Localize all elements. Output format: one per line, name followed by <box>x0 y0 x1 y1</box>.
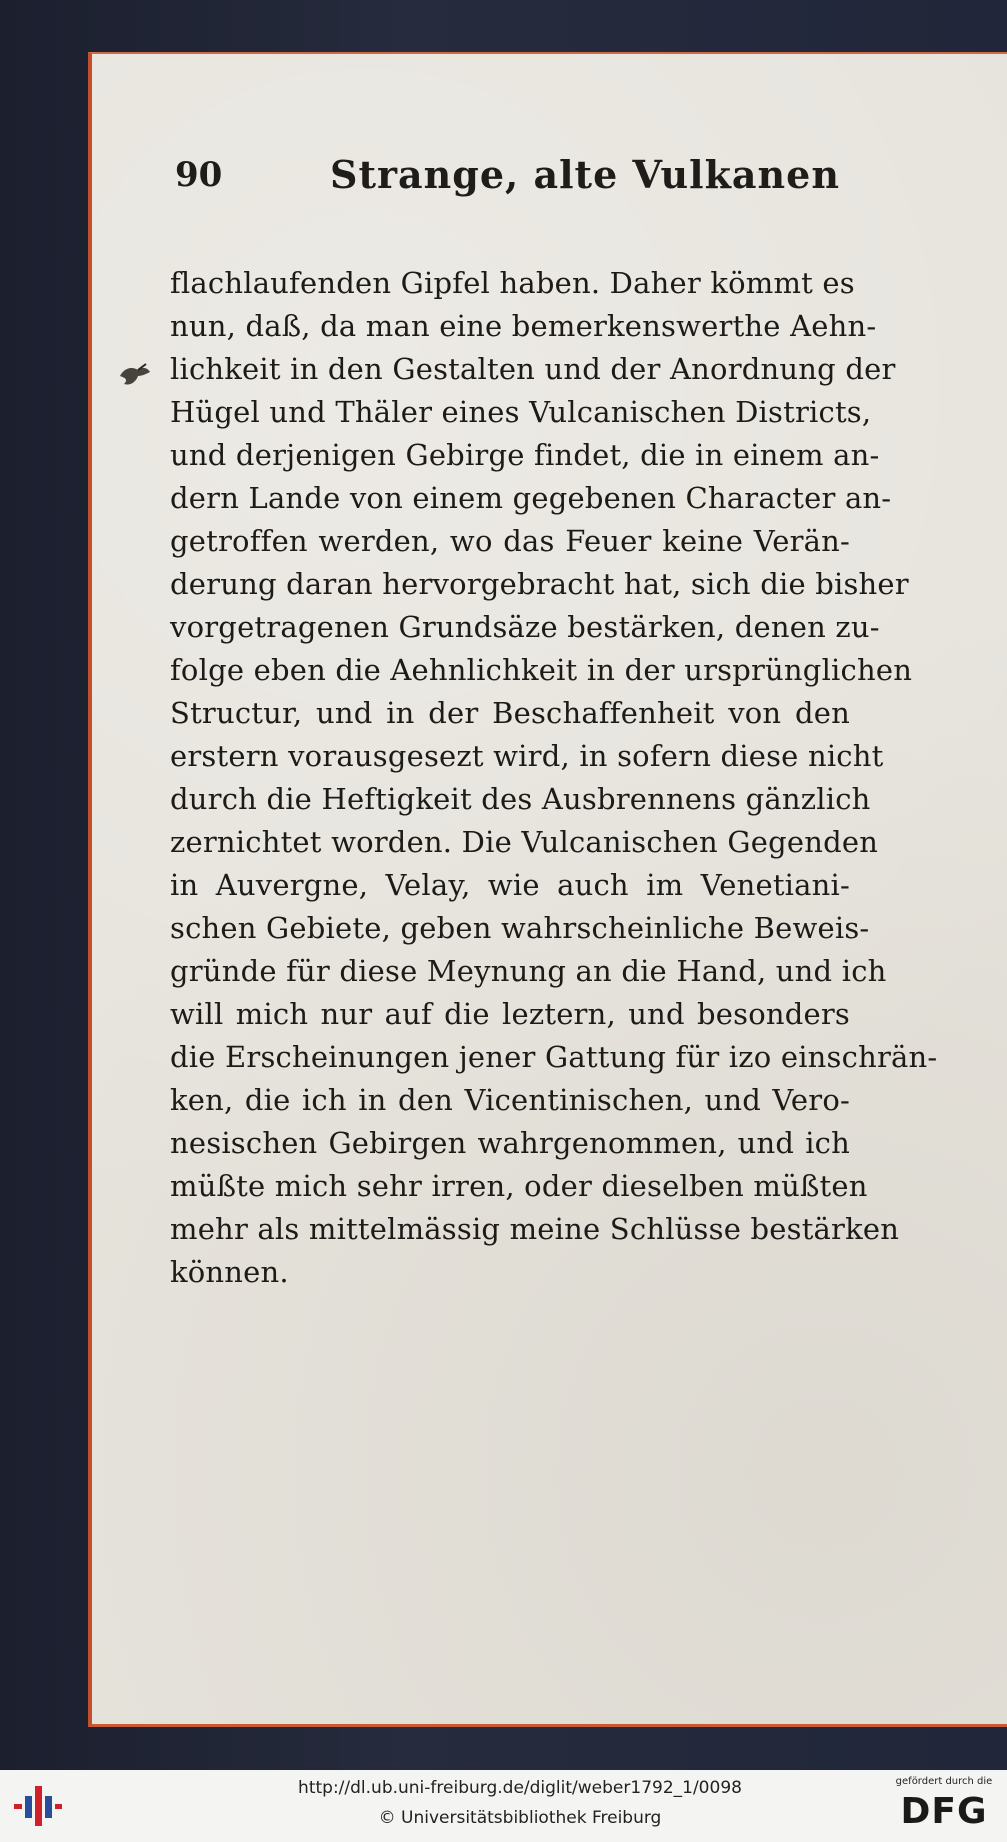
text-line: getroffen werden, wo das Feuer keine Verän- <box>170 524 850 558</box>
text-line: Structur, und in der Beschaffenheit von den <box>170 696 850 730</box>
text-line: durch die Heftigkeit des Ausbrennens gänzlich <box>170 782 871 816</box>
permalink-url[interactable]: http://dl.ub.uni-freiburg.de/diglit/weber1792_1/0098 <box>298 1778 742 1798</box>
text-line: vorgetragenen Grundsäze bestärken, denen zu- <box>170 610 880 644</box>
copyright-notice: © Universitätsbibliothek Freiburg <box>378 1808 662 1828</box>
text-line: nesischen Gebirgen wahrgenommen, und ich <box>170 1126 850 1160</box>
funding-caption: gefördert durch die <box>895 1776 993 1787</box>
text-line: folge eben die Aehnlichkeit in der ursprünglichen <box>170 653 913 687</box>
running-title: Strange, alte Vulkanen <box>330 152 840 197</box>
ink-blot-mark <box>118 362 152 388</box>
dfg-funding-block[interactable] <box>888 1776 1000 1836</box>
viewer-footer <box>0 1770 1007 1842</box>
ub-freiburg-logo-icon[interactable] <box>14 1784 62 1828</box>
dfg-logo: DFG <box>900 1791 988 1832</box>
text-line: Hügel und Thäler eines Vulcanischen Districts, <box>170 395 872 429</box>
text-line: in Auvergne, Velay, wie auch im Venetiani- <box>170 868 850 902</box>
text-line-last: können. <box>170 1255 289 1289</box>
text-line: will mich nur auf die leztern, und besonders <box>170 997 850 1031</box>
text-line: gründe für diese Meynung an die Hand, und ich <box>170 954 887 988</box>
text-line: zernichtet worden. Die Vulcanischen Gegenden <box>170 825 879 859</box>
page-header <box>175 145 840 205</box>
text-line: nun, daß, da man eine bemerkenswerthe Aehn- <box>170 309 877 343</box>
text-line: und derjenigen Gebirge findet, die in einem an- <box>170 438 880 472</box>
page-number: 90 <box>175 155 223 195</box>
text-line: ken, die ich in den Vicentinischen, und Vero- <box>170 1083 850 1117</box>
text-line: müßte mich sehr irren, oder dieselben müßten <box>170 1169 868 1203</box>
text-line: flachlaufenden Gipfel haben. Daher kömmt es <box>170 266 855 300</box>
text-line: die Erscheinungen jener Gattung für izo einschrän- <box>170 1040 938 1074</box>
text-line: dern Lande von einem gegebenen Character an- <box>170 481 892 515</box>
body-text <box>170 262 938 1294</box>
text-line: erstern vorausgesezt wird, in sofern diese nicht <box>170 739 884 773</box>
text-line: schen Gebiete, geben wahrscheinliche Beweis- <box>170 911 870 945</box>
text-line: mehr als mittelmässig meine Schlüsse bestärken <box>170 1212 900 1246</box>
text-line: lichkeit in den Gestalten und der Anordnung der <box>170 352 896 386</box>
text-line: derung daran hervorgebracht hat, sich die bisher <box>170 567 909 601</box>
